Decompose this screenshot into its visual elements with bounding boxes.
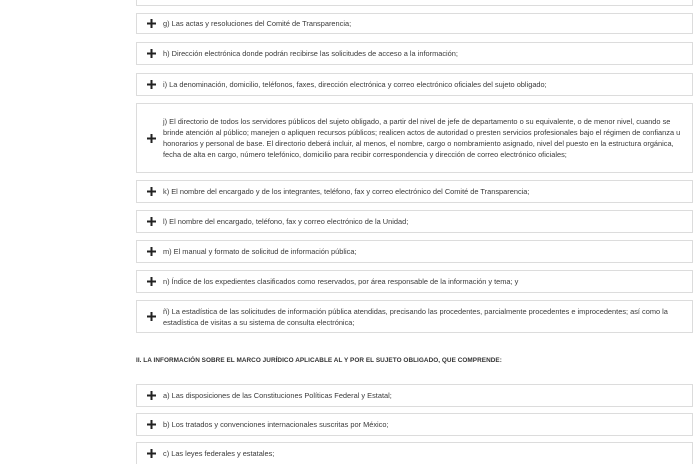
accordion-item-label: l) El nombre del encargado, teléfono, fax y correo electrónico de la Unidad; bbox=[163, 217, 409, 226]
plus-icon bbox=[146, 19, 156, 29]
plus-icon bbox=[146, 187, 156, 197]
accordion-item-label: ñ) La estadística de las solicitudes de información pública atendidas, precisando las procedentes, parcialmente procedentes e improcedentes; así como la estadística de visitas a su sistema de consulta electrónica; bbox=[163, 306, 668, 327]
accordion-item-n[interactable] bbox=[136, 270, 693, 293]
accordion-item-k[interactable] bbox=[136, 180, 693, 203]
accordion-item-label: c) Las leyes federales y estatales; bbox=[163, 449, 275, 458]
accordion-item-m[interactable] bbox=[136, 240, 693, 263]
plus-icon bbox=[146, 277, 156, 287]
plus-icon bbox=[146, 420, 156, 430]
accordion-item-label: m) El manual y formato de solicitud de información pública; bbox=[163, 247, 357, 256]
plus-icon bbox=[146, 247, 156, 257]
plus-icon bbox=[146, 391, 156, 401]
plus-icon bbox=[146, 312, 156, 322]
accordion-item-h[interactable] bbox=[136, 42, 693, 65]
accordion-item-j[interactable] bbox=[136, 103, 693, 173]
accordion-item-l[interactable] bbox=[136, 210, 693, 233]
accordion-item-b[interactable] bbox=[136, 413, 693, 436]
accordion-item-label: j) El directorio de todos los servidores públicos del sujeto obligado, a partir del nivel de jefe de departamento o su equivalente, o de menor nivel, cuando se brinde atención al público; manejen o apliquen recursos públicos; realicen actos de autoridad o presten servicios profesionales bajo el régimen de confianza u honorarios y personal de base. El directorio deberá incluir, al menos, el nombre, cargo o nombramiento asignado, nivel del puesto en la estructura orgánica, fecha de alta en cargo, número telefónico, domicilio para recibir correspondencia y dirección de correo electrónico oficiales; bbox=[163, 117, 681, 159]
plus-icon bbox=[146, 133, 156, 143]
plus-icon bbox=[146, 449, 156, 459]
accordion-item-label: h) Dirección electrónica donde podrán recibirse las solicitudes de acceso a la información; bbox=[163, 49, 458, 58]
accordion-item-label: a) Las disposiciones de las Constituciones Políticas Federal y Estatal; bbox=[163, 391, 392, 400]
accordion-item-i[interactable] bbox=[136, 73, 693, 96]
plus-icon bbox=[146, 217, 156, 227]
accordion-item-enie[interactable] bbox=[136, 300, 693, 333]
accordion-item-label: b) Los tratados y convenciones internacionales suscritas por México; bbox=[163, 420, 389, 429]
section-heading: II. LA INFORMACIÓN SOBRE EL MARCO JURÍDICO APLICABLE AL Y POR EL SUJETO OBLIGADO, QUE COMPRENDE: bbox=[136, 357, 502, 364]
accordion-item-label: n) Índice de los expedientes clasificados como reservados, por área responsable de la información y tema; y bbox=[163, 277, 519, 286]
accordion-item-label: g) Las actas y resoluciones del Comité de Transparencia; bbox=[163, 19, 352, 28]
accordion-item-g[interactable] bbox=[136, 13, 693, 34]
accordion-item-label: i) La denominación, domicilio, teléfonos, faxes, dirección electrónica y correo electrónico oficiales del sujeto obligado; bbox=[163, 80, 547, 89]
accordion-item-a[interactable] bbox=[136, 384, 693, 407]
accordion-item-label: k) El nombre del encargado y de los integrantes, teléfono, fax y correo electrónico del Comité de Transparencia; bbox=[163, 187, 530, 196]
accordion-item-c[interactable] bbox=[136, 442, 693, 464]
plus-icon bbox=[146, 80, 156, 90]
accordion-item-partial[interactable] bbox=[136, 0, 693, 6]
plus-icon bbox=[146, 49, 156, 59]
